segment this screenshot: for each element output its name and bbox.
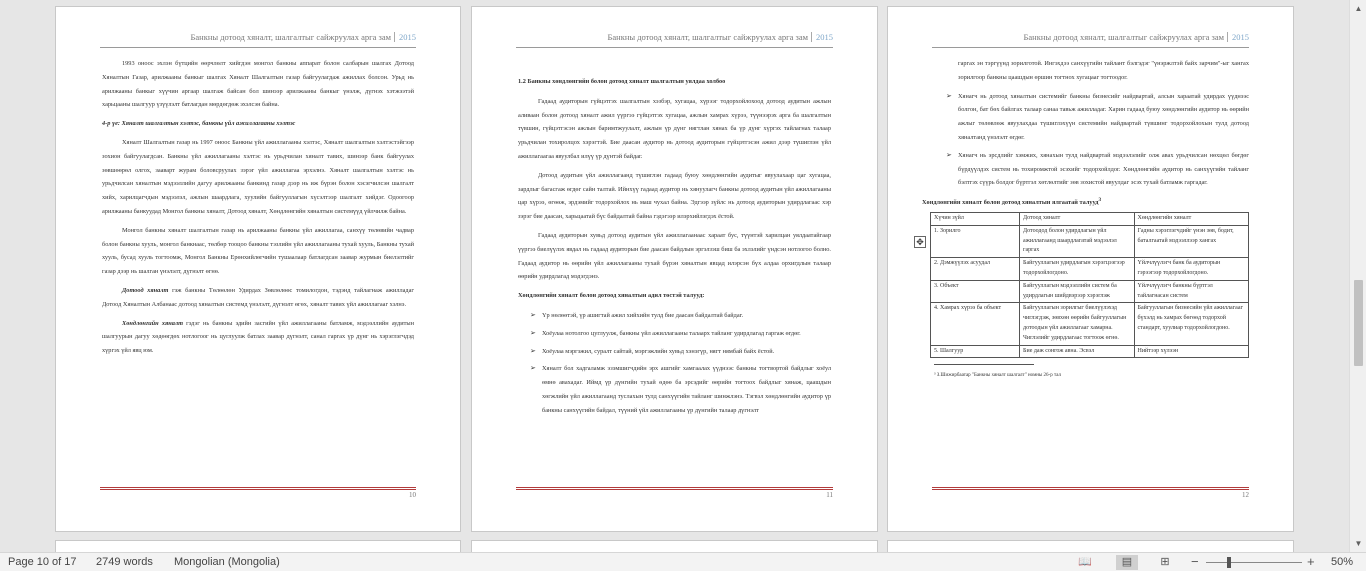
list-item: ➢ Хяналт бол хадгаламж эзэмшигчдийн эрх ашгийг хамгаалах үүднээс банкны тогтвортой байдлыг хоёул өмнө авахадаг. Иймд үр дүнгийн тухай өдөө ба эрсэдийг өөрийн тогтоох байдлыг хянаж, цаашдын хөгжлийн үйл ажиллагаанд туслахын тулд санхүүгийн тайланг шинжлэнэ. Тэгвэл хөндлөнгийн аудитор үр банкны санхүүгийн байдал, түүний үйл ажиллагааны үр дүнгийн талаар дүгнэлт [530, 362, 831, 417]
comparison-table[interactable] [930, 212, 1249, 358]
list-item: ➢ Хоёулаа мэргэжил, суралт сайтай, мэргэжлийн хувьд хэнэгүр, нягт нямбай байх ёстой. [530, 345, 831, 359]
paragraph: Дотоод аудитын үйл ажиллагаанд түшиглэн гадаад буюу хөндлөнгийн аудитыг явуулахаар цаг хугацаа, зардлыг багасгаж өгдөг сайн талтай. Ийнхүү гадаад аудитор нь хянуулагч банкны дотоод аудитын үйл ажиллагааны цар хүрээ, өгөөж, эрдэмийг тодорхойлох нь маш чухал байна. Эдгээр зүйлс нь дотоод аудиторын удирдлагаас хэр зэрэг бие даасан, харьцаатай бүс байдалтай байна гэдэгээр илэрхийлэгдэх ёстой. [518, 171, 831, 221]
table-title [922, 194, 1249, 210]
footnote: ³ З.Шижирбаатар "Банкны хяналт шалгалт" номны 26-р тал [934, 373, 1061, 379]
table-row [931, 225, 1249, 257]
table-header-cell: Хөндлөнгийн хяналт [1134, 213, 1249, 226]
page-number: 10 [409, 491, 416, 499]
header-title: Банкны дотоод хяналт, шалгалтыг сайжруулах арга зам [190, 32, 391, 42]
table-row [931, 258, 1249, 281]
page-footer [932, 487, 1249, 499]
page-11[interactable] [471, 6, 878, 532]
page-15-preview[interactable] [887, 540, 1294, 552]
paragraph: Хяналт Шалгалтын газар нь 1997 оноос Банкны үйл ажиллагааны хэлтэс, Хяналт шалгалтын хэлтэстэйгээр зохион байгуулагдсан. Банкны үйл ажиллагааны хэлтэс нь урьдчилан хяналт тавих, шинээр банк байгуулах зөвшөөрөл олгох, зааварт журам боловсруулах зэрэг үйл ажиллагаа эрхэлнэ. Хяналт шалгалтын хэлтэс нь урьдчилсан хяналтын мэдээллийн дагуу арилжааны банкинд газар дээр нь иж бүрэн болон хэсэгчилсэн шалгалт хийх, харилцагчдын мэдээлэл, ажлын шаардлага, хуулийн байгууллагын хүсэлтээр шалгалт хийдэг. Одоогоор арилжааны банкуудад Монгол банкны хяналт, Дотоод хяналт, Хөндлөнгийн хяналтын системүүд үйлчилж байна. [102, 138, 414, 215]
header-year: 2015 [811, 32, 833, 42]
section-title: 1.2 Банкны хөндлөнгийн болон дотоод хяналт шалгалтын уялдаа холбоо [518, 78, 726, 85]
page-12[interactable] [887, 6, 1294, 532]
table-cell: 4. Хамрах хүрээ ба объект [931, 303, 1020, 345]
page-indicator[interactable]: Page 10 of 17 [8, 556, 77, 568]
bullet-list [530, 309, 831, 418]
zoom-out-icon[interactable]: − [1191, 554, 1199, 569]
header-title: Банкны дотоод хяналт, шалгалтыг сайжруулах арга зам [1023, 32, 1224, 42]
page-footer [516, 487, 833, 499]
paragraph [102, 317, 414, 358]
page-body[interactable] [922, 57, 1249, 383]
zoom-slider-track[interactable] [1206, 562, 1302, 563]
page-body[interactable] [518, 75, 831, 422]
page-14-preview[interactable] [471, 540, 878, 552]
table-cell: 3. Объект [931, 280, 1020, 303]
paragraph [102, 284, 414, 312]
table-cell: Дотоодод болон удирдлагын үйл ажиллагаанд шаардлагатай мэдээлэл гаргах [1020, 225, 1134, 257]
page-number: 12 [1242, 491, 1249, 499]
table-cell: Байгууллагын удирдлагын хэрэгцээгээр тодорхойлогдоно. [1020, 258, 1134, 281]
table-header-row [931, 213, 1249, 226]
word-count[interactable]: 2749 words [96, 556, 153, 568]
status-bar [0, 552, 1366, 571]
paragraph-text: гэдэг нь банкны эдийн засгийн үйл ажиллагааны батламж, мэдээллийн аудитын шалгуурын дагуу хөдөөгдөх нотлогоог нь цуглуулж батлах заавар дүгнэлт, санал гаргах үр дүнг нь хэрэглэгчдэд хүргэх үйл явц юм. [102, 319, 414, 355]
header-year: 2015 [1227, 32, 1249, 42]
paragraph: Гадаад аудиторын хувьд дотоод аудитын үйл ажиллагаанааc хараат бус, түүнтэй харилцан уялдаатайгаар үүргээ биелүүлэх явдал нь гадаад аудиторын бие даасан байдлын эргэлзэш биш ба эхлэлийг үндсэн нотлогоо болно. Гадаад аудитор нь өөрийн үйл ажиллагааны тухай бүрэн хяналтын явцад илэрсэн бүх алдаа орхигдлын талаар өөрийн удирдлагад мэдэгдэнэ. [518, 231, 831, 281]
section-heading: 4-р үе: Хяналт шалгалтын хэлтэс, банкны үйл ажиллагааны хэлтэс [102, 120, 296, 128]
list-item: ➢ Хоёулаа нотолгоо цуглуулж, банкны үйл ажиллагааны талаарх тайланг удирдлагад гаргаж өгдөг. [530, 327, 831, 341]
table-cell: 5. Шалгуур [931, 345, 1020, 358]
table-row [931, 345, 1249, 358]
table-cell: Гадны хэрэглэгчдийг үнэн зөв, бодит, баталгаатай мэдээллээр хангах [1134, 225, 1249, 257]
table-cell: Үйлчлүүлэгч банк ба аудиторын гэрээгээр тодорхойлогдоно. [1134, 258, 1249, 281]
header-year: 2015 [394, 32, 416, 42]
list-item: ➢ Үр нөлөөтэй, үр ашигтай ажил хийхийн тулд бие даасан байдалтай байдаг. [530, 309, 831, 323]
table-cell: Бие даж сонгож авна. Эсвэл [1020, 345, 1134, 358]
table-cell: 2. Дэмжүүлэх асуудал [931, 258, 1020, 281]
emphasis-term: Хөндлөнгийн хяналт [122, 319, 184, 327]
table-row [931, 280, 1249, 303]
table-cell: Үйлчлүүлэгч банкны бүртгэл тайлагнасан систем [1134, 280, 1249, 303]
table-header-cell: Хүчин зүйл [931, 213, 1020, 226]
web-layout-icon[interactable]: ⊞ [1160, 556, 1170, 568]
table-cell: Байгууллагын бизнесийн үйл ажиллагааг бүхэлд нь хамрах бөгөөд тодорхой стандарт, хуулиар тодорхойлогдоно. [1134, 303, 1249, 345]
table-move-handle-icon[interactable]: ✥ [914, 236, 926, 248]
bullet-list [946, 90, 1249, 191]
page-number: 11 [826, 491, 833, 499]
page-footer [100, 487, 416, 499]
table-cell: Байгууллагын мэдээллийн систем ба удирдлагын шийдвэрээр хэрэглэж [1020, 280, 1134, 303]
zoom-in-icon[interactable]: + [1307, 554, 1315, 569]
zoom-level[interactable]: 50% [1331, 556, 1354, 568]
page-10[interactable] [55, 6, 461, 532]
table-cell: 1. Зорилго [931, 225, 1020, 257]
page-header [932, 32, 1249, 48]
zoom-slider-thumb[interactable] [1227, 557, 1231, 568]
emphasis-term: Дотоод хяналт [122, 286, 169, 294]
subheading: Хөндлөнгийн хяналт болон дотоод хяналтын адил төстэй талууд: [518, 292, 705, 300]
language-indicator[interactable]: Mongolian (Mongolia) [174, 556, 280, 568]
footnote-separator [934, 364, 1034, 365]
scroll-down-icon[interactable]: ▼ [1354, 539, 1363, 548]
page-body[interactable] [102, 57, 414, 363]
table-cell: Байгууллагын зорилгыг биелүүлэхэд чиглэгдэж, зөвхөн өөрийн байгууллагын дотоодын үйл ажиллагааг хамарна. Чиглэлийг удирдлагаас тогтоож өгнө. [1020, 303, 1134, 345]
vertical-scrollbar[interactable] [1349, 0, 1366, 552]
header-title: Банкны дотоод хяналт, шалгалтыг сайжруулах арга зам [607, 32, 808, 42]
paragraph: Монгол банкны хяналт шалгалтын газар нь арилжааны банкны үйл ажиллагаа, санхүү төлөвийн чадвар болон банкны хууль, монгол банкнаас, төлбөр тооцоо банкны тэзлийн үйл ажиллагааны тухай хууль, Банкны тухай хууль, бусад хууль тогтоомж, Монгол Банкны Ерөнхийлөгчийн тушаалаар батлагдсан заавар журмын биелэлтийг газар дээр нь шалган үнэлэлт, дүгнэлт өгнө. [102, 226, 414, 276]
table-cell: Нийтээр хүлээн [1134, 345, 1249, 358]
scroll-up-icon[interactable]: ▲ [1354, 4, 1363, 13]
table-title-text: Хөндлөнгийн хяналт болон дотоод хяналтын ялгаатай талууд [922, 199, 1099, 207]
scrollbar-thumb[interactable] [1354, 280, 1363, 366]
table-row [931, 303, 1249, 345]
paragraph: Гадаад аудиторын гүйцэтгэх шалгалтын хэзбэр, хугацаа, хүрээг тодорхойлохоод дотоод аудитын ажлын аливаан болон дотоод хяналт ажил үүргээ гүйцэтгэх хугацаа, ажлын хамрах хүрээ, түүнээрэх арга ба шалгалтын түвшин, гүйцэтгэсэн ажлын баримтжуулалт, ажлын үр дүнг нягтлан хянах ба үр дүнг хүргэх тайлагнах талаар урьдчилан тохиролцох хэрэгтэй. Бие даасан аудитор нь дотоод аудиторын гүйцэтгэсэн ажил дээр түшиглэн үйл ажиллагаагаа явуулбал илүү үр дүнтэй байдаг. [518, 97, 831, 160]
read-mode-icon[interactable]: 📖 [1078, 556, 1092, 568]
page-13-preview[interactable] [55, 540, 461, 552]
paragraph-text: гэж банкны Төлөөлөн Удирдах Зөвлөлөөс томилогдон, тэдэнд тайлагнаж ажилладаг Дотоод Хяналтын Албанааc дотоод хяналтын системд үнэлэлт, дүгнэлт өгөх, хяналт тавих үйл ажиллагааг хэлнэ. [102, 286, 415, 308]
paragraph: 1993 оноос эхлэн бүтцийн өөрчлөлт хийгдэн монгол банкны аппарат болон салбарын шалгах Дотоод Хяналтын Газар, арилжааны банкыг шалгах Хяналт Шалгалтын газар байгуулагдаж ажиллах болсон. Урьд нь арилжааны банкыг хүүчин аргаар шалгаж байсан бол шинээр арилжааны банкыг үнэлж, дүгнэх хэтжээтэй харьцааны шалгуур үзүүлэлт батлагдан мөрдөгдөж эхэлсэн байна. [102, 60, 414, 109]
print-layout-icon[interactable]: ▤ [1116, 555, 1138, 570]
table-header-cell: Дотоод хяналт [1020, 213, 1134, 226]
page-header [516, 32, 833, 48]
paragraph: гаргах эн тэргүүнд зорилготой. Ингэхдээ санхүүгийн тайлант бэлгэдэг "үнэржлтэй байх зарчим"-ыг хангах зорилгоор банкны цаашдын өршин тогтнох хугацааг тогтоодог. [958, 60, 1249, 81]
list-item: ➢ Хянагч нь дотоод хяналтын системийг банкны бизнесийг найдвартай, алсын хараатай удирдах үүднээс болгон, бат бөх байлгах талаар санаа тавьж ажилладаг. Харин гадаад буюу хөндлөнгийн аудитор нь өөрийн ажлыг төлөвлөж явуулахдаа түшиглэхүүн системийн найдвартай түвшинг тодорхойлохын тулд дотоод хяналтанд үнэлэлт өгдөг. [946, 90, 1249, 145]
list-item: ➢ Хянагч нь эрсдлийг хэмжих, хянахын тулд найдвартай мэдээлэлийг олж авах урьдчилсан нөхцөл бөгдөг бүрдүүлдэх систем нь тохиромжтой эсэхийг тодорхойлдог. Хөндлөнгийн аудитор нь санхүүгийн тайланг бэлтгэх сүүрь болдог бүртгэл хөтлөлтийг зөв зохистой явуулдаг эсэх тухай батламж гаргадаг. [946, 149, 1249, 190]
footnote-mark: 3 [1098, 197, 1102, 204]
page-header [100, 32, 416, 48]
